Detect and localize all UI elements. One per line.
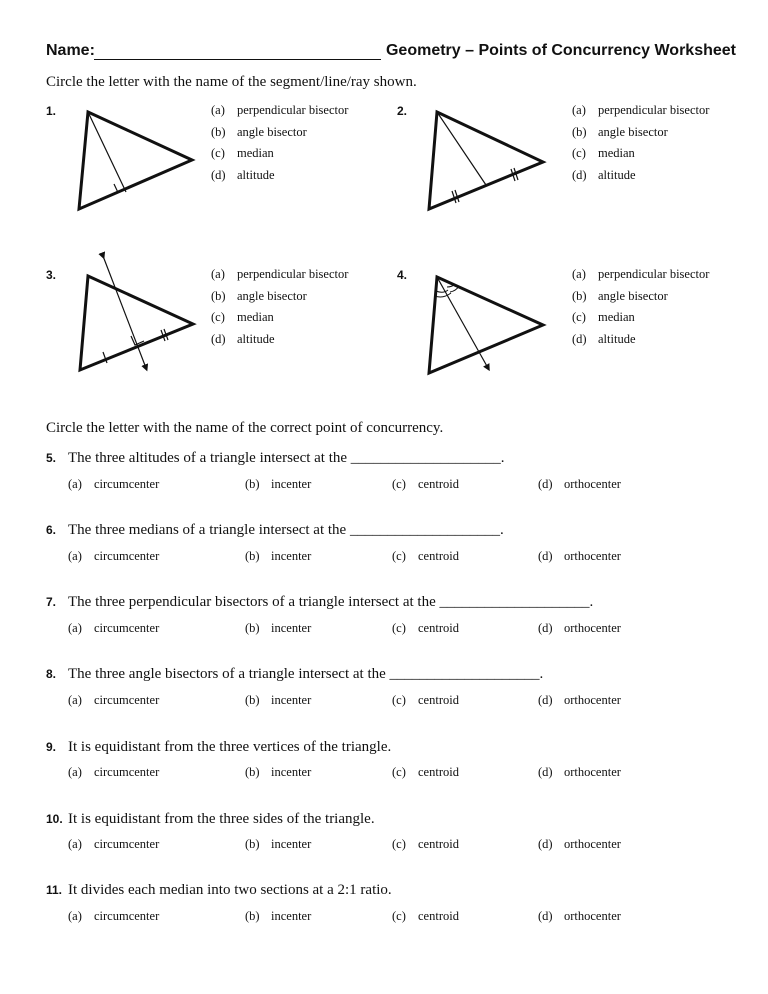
option-b[interactable]: (b) angle bisector — [211, 124, 307, 139]
name-label: Name: — [46, 42, 95, 59]
choice-b[interactable]: (b) incenter — [245, 549, 312, 563]
choice-d[interactable]: (d) orthocenter — [538, 765, 621, 779]
question-5 — [46, 449, 505, 467]
option-b[interactable]: (b) angle bisector — [572, 288, 668, 303]
question-text: It is equidistant from the three vertices of the triangle. — [68, 739, 392, 755]
choice-c[interactable]: (c) centroid — [392, 765, 459, 779]
question-number: 6. — [46, 523, 57, 537]
option-a[interactable]: (a) perpendicular bisector — [211, 103, 349, 117]
question-number: 8. — [46, 667, 57, 681]
question-8 — [46, 665, 543, 683]
question-text: It divides each median into two sections at a 2:1 ratio. — [68, 882, 392, 898]
question-text: The three perpendicular bisectors of a triangle intersect at the ____________________. — [68, 594, 594, 610]
question-text: The three angle bisectors of a triangle intersect at the ____________________. — [68, 666, 544, 682]
option-c[interactable]: (c) median — [572, 146, 635, 160]
option-d[interactable]: (d) altitude — [572, 331, 636, 346]
option-c[interactable]: (c) median — [211, 310, 274, 324]
choice-d[interactable]: (d) orthocenter — [538, 549, 621, 563]
question-number: 9. — [46, 740, 57, 754]
question-text: The three altitudes of a triangle intersect at the ____________________. — [68, 450, 505, 466]
choice-b[interactable]: (b) incenter — [245, 477, 312, 491]
choice-d[interactable]: (d) orthocenter — [538, 837, 621, 851]
choice-b[interactable]: (b) incenter — [245, 765, 312, 779]
question-number: 5. — [46, 451, 57, 465]
option-a[interactable]: (a) perpendicular bisector — [211, 267, 349, 281]
choice-d[interactable]: (d) orthocenter — [538, 693, 621, 707]
section2-instruction: Circle the letter with the name of the correct point of concurrency. — [46, 420, 444, 436]
choice-d[interactable]: (d) orthocenter — [538, 909, 621, 923]
option-c[interactable]: (c) median — [211, 146, 274, 160]
question-number: 10. — [46, 812, 63, 826]
choice-b[interactable]: (b) incenter — [245, 837, 312, 851]
option-d[interactable]: (d) altitude — [211, 331, 275, 346]
option-c[interactable]: (c) median — [572, 310, 635, 324]
choice-a[interactable]: (a) circumcenter — [68, 765, 160, 779]
problem-number: 1. — [46, 104, 57, 118]
choice-c[interactable]: (c) centroid — [392, 693, 459, 707]
section1-instruction: Circle the letter with the name of the segment/line/ray shown. — [46, 74, 417, 90]
problem-4-options — [572, 267, 709, 353]
option-b[interactable]: (b) angle bisector — [211, 288, 307, 303]
question-11 — [46, 881, 392, 899]
choice-a[interactable]: (a) circumcenter — [68, 909, 160, 923]
question-number: 11. — [46, 883, 63, 897]
choice-b[interactable]: (b) incenter — [245, 693, 312, 707]
question-6 — [46, 521, 504, 539]
problem-number: 3. — [46, 268, 57, 282]
question-10 — [46, 810, 375, 828]
question-7 — [46, 593, 593, 611]
choice-b[interactable]: (b) incenter — [245, 621, 312, 635]
choice-c[interactable]: (c) centroid — [392, 477, 459, 491]
problem-number: 2. — [397, 104, 408, 118]
choice-c[interactable]: (c) centroid — [392, 837, 459, 851]
worksheet-title: Geometry – Points of Concurrency Worksheet — [385, 42, 736, 59]
choice-b[interactable]: (b) incenter — [245, 909, 312, 923]
choice-c[interactable]: (c) centroid — [392, 549, 459, 563]
choice-a[interactable]: (a) circumcenter — [68, 693, 160, 707]
choice-a[interactable]: (a) circumcenter — [68, 549, 160, 563]
option-a[interactable]: (a) perpendicular bisector — [572, 267, 710, 281]
choice-a[interactable]: (a) circumcenter — [68, 477, 160, 491]
option-a[interactable]: (a) perpendicular bisector — [572, 103, 710, 117]
question-text: It is equidistant from the three sides of the triangle. — [68, 811, 375, 827]
question-text: The three medians of a triangle intersect at the ____________________. — [68, 522, 504, 538]
choice-a[interactable]: (a) circumcenter — [68, 837, 160, 851]
question-9 — [46, 738, 391, 756]
option-d[interactable]: (d) altitude — [211, 167, 275, 182]
option-b[interactable]: (b) angle bisector — [572, 124, 668, 139]
choice-c[interactable]: (c) centroid — [392, 909, 459, 923]
option-d[interactable]: (d) altitude — [572, 167, 636, 182]
choice-d[interactable]: (d) orthocenter — [538, 621, 621, 635]
problem-number: 4. — [397, 268, 408, 282]
choice-a[interactable]: (a) circumcenter — [68, 621, 160, 635]
choice-d[interactable]: (d) orthocenter — [538, 477, 621, 491]
question-number: 7. — [46, 595, 57, 609]
choice-c[interactable]: (c) centroid — [392, 621, 459, 635]
